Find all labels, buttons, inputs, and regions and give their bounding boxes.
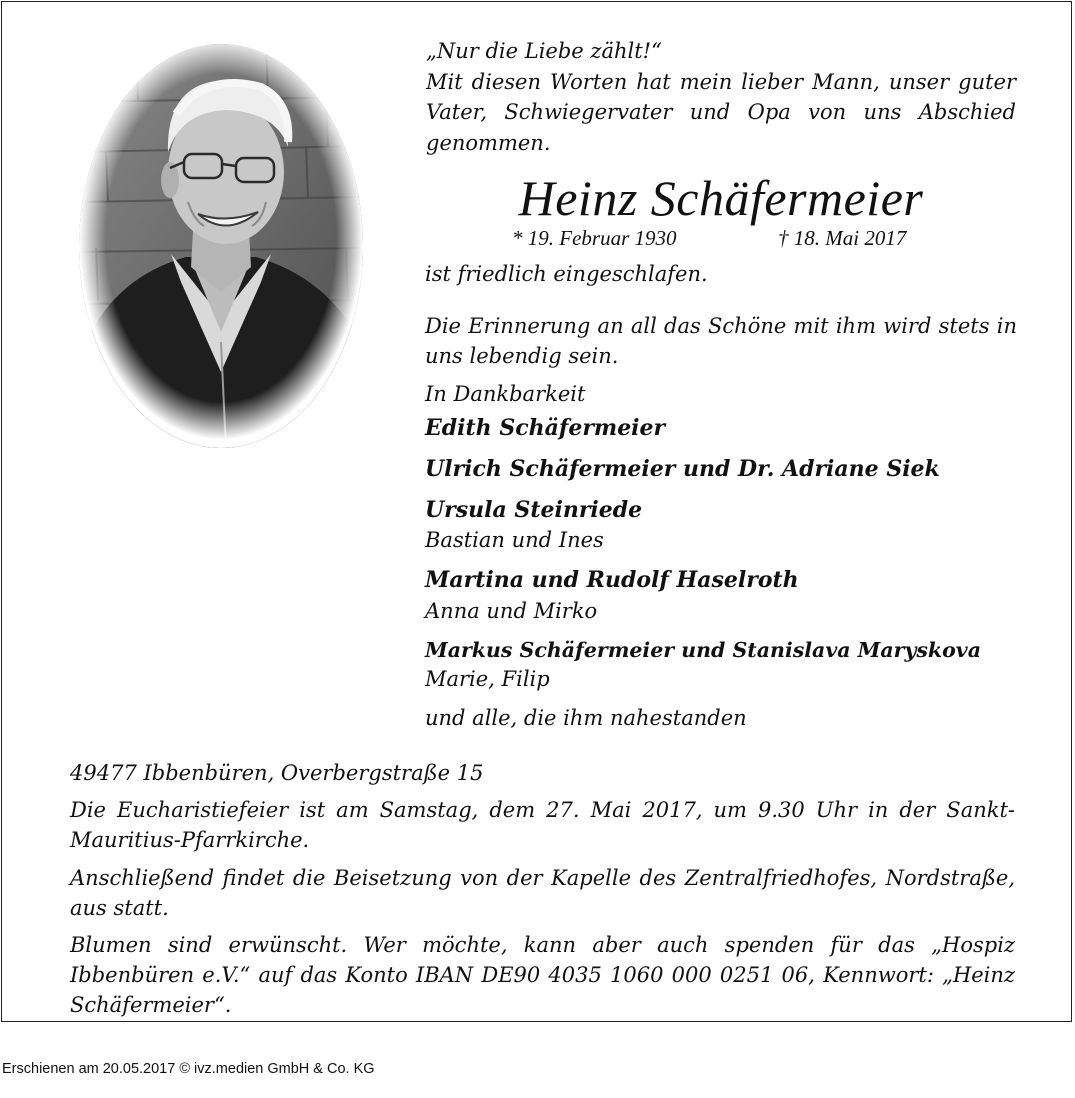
mourner-sub: Bastian und Ines bbox=[425, 528, 604, 552]
mourner-name: Ulrich Schäfermeier und Dr. Adriane Siek bbox=[425, 456, 940, 482]
service-text: Die Eucharistiefeier ist am Samstag, dem 27. Mai 2017, um 9.30 Uhr in der Sankt-Mauritius-Pfarrkirche. bbox=[70, 798, 1015, 852]
mourner-name: Martina und Rudolf Haselroth bbox=[425, 567, 799, 593]
memory-text: Die Erinnerung an all das Schöne mit ihm wird stets in uns lebendig sein. bbox=[425, 314, 1017, 368]
intro-paragraph: Mit diesen Worten hat mein lieber Mann, unser guter Vater, Schwiegervater und Opa von uns Abschied genommen. bbox=[426, 69, 1016, 155]
intro-text bbox=[426, 36, 1016, 158]
donation-text: Blumen sind erwünscht. Wer möchte, kann aber auch spenden für das „Hospiz Ibbenbüren e.V.“ auf das Konto IBAN DE90 4035 1060 000 0251 06, Kennwort: „Heinz Schäfermeier“. bbox=[70, 933, 1015, 1017]
mourner-name: Edith Schäfermeier bbox=[425, 415, 666, 441]
birth-date: * 19. Februar 1930 bbox=[512, 226, 677, 250]
death-date: † 18. Mai 2017 bbox=[778, 226, 907, 250]
gratitude-text: In Dankbarkeit bbox=[425, 382, 586, 406]
mourner-name: Markus Schäfermeier und Stanislava Maryskova bbox=[425, 638, 981, 662]
obituary-frame bbox=[1, 1, 1072, 1022]
closing-text: und alle, die ihm nahestanden bbox=[425, 706, 747, 730]
burial-text: Anschließend findet die Beisetzung von der Kapelle des Zentralfriedhofes, Nordstraße, aus statt. bbox=[70, 866, 1015, 920]
address-text: 49477 Ibbenbüren, Overbergstraße 15 bbox=[70, 761, 484, 785]
mourner-sub: Marie, Filip bbox=[425, 667, 550, 691]
publication-footer: Erschienen am 20.05.2017 © ivz.medien GmbH & Co. KG bbox=[2, 1061, 375, 1077]
portrait-photo bbox=[76, 42, 366, 450]
deceased-name: Heinz Schäfermeier bbox=[518, 170, 924, 226]
after-name-text: ist friedlich eingeschlafen. bbox=[425, 262, 708, 286]
intro-quote: „Nur die Liebe zählt!“ bbox=[426, 39, 662, 63]
mourner-name: Ursula Steinriede bbox=[425, 497, 643, 523]
mourner-sub: Anna und Mirko bbox=[425, 599, 598, 623]
